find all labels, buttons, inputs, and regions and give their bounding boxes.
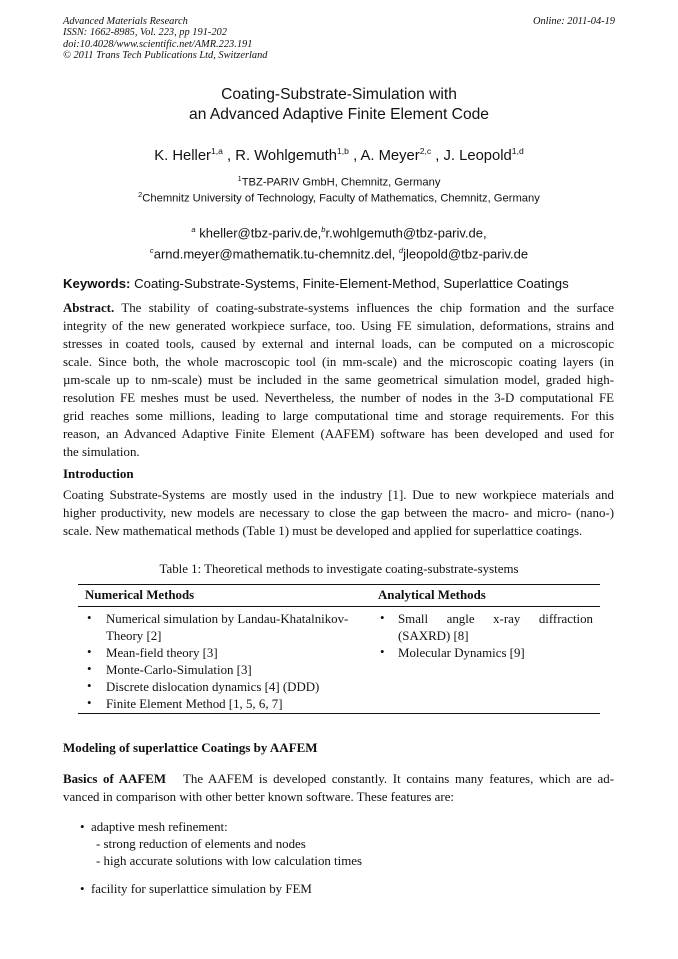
introduction-line: Coating Substrate-Systems are mostly used in the industry [1]. Due to new workpiece materials and [63, 488, 614, 502]
introduction-line: higher productivity, new models are necessary to close the gap between the macro- and micro- (nano-) [63, 506, 614, 520]
abstract-line [63, 299, 614, 317]
list-item-label: facility for superlattice simulation by FEM [90, 882, 312, 896]
abstract-line: resolution FE meshes must be used. Nevertheless, the number of nodes in the 3-D computational FE [63, 391, 614, 405]
author-sup: 1,b [337, 146, 349, 156]
table-header-rule [78, 606, 600, 607]
table-cell-analytical: (SAXRD) [8] [398, 629, 469, 643]
title-line-2: an Advanced Adaptive Finite Element Code [189, 105, 489, 123]
bullet-icon: • [87, 696, 92, 710]
email-sup: b [321, 225, 326, 234]
table-cell-analytical: Small angle x-ray diffraction [398, 612, 593, 626]
email-block [0, 221, 678, 264]
introduction-text [63, 486, 614, 540]
abstract-line: integrity of the new generated workpiece surface, too. Using FE simulation, deformations, strains and [63, 319, 614, 333]
author-sup: 1,d [511, 146, 524, 156]
list-item [80, 881, 362, 898]
keywords-label: Keywords: [63, 276, 131, 291]
copyright-line: © 2011 Trans Tech Publications Ltd, Switzerland [63, 50, 268, 62]
basics-line: vanced in comparison with other better known software. These features are: [63, 790, 454, 804]
title-line-1: Coating-Substrate-Simulation with [221, 86, 457, 103]
table-cell-numerical: Mean-field theory [3] [106, 646, 218, 660]
abstract-text: The stability of coating-substrate-systems influences the chip formation and the surface [121, 301, 614, 315]
bullet-icon: • [87, 679, 92, 693]
email-sup: a [191, 225, 196, 234]
affiliation-text: Chemnitz University of Technology, Faculty of Mathematics, Chemnitz, Germany [142, 192, 540, 205]
table-header-numerical: Numerical Methods [85, 588, 195, 602]
journal-header [63, 16, 267, 62]
author-sup: 1,a [210, 146, 223, 156]
bullet-icon: • [380, 611, 385, 625]
table-cell-numerical: Theory [2] [106, 629, 162, 643]
abstract-line: grid reaches some millions, leading to large computational time and storage requirements. For this [63, 409, 614, 423]
email-line-1 [0, 221, 678, 242]
abstract-line: reason, an Advanced Adaptive Finite Element (AAFEM) software has been developed and used for [63, 427, 614, 441]
email-c: arnd.meyer@mathematik.tu-chemnitz.del, [153, 246, 396, 262]
bullet-icon: • [87, 662, 92, 676]
table-cell-numerical: Finite Element Method [1, 5, 6, 7] [106, 697, 283, 711]
author-name: R. Wohlgemuth [235, 147, 337, 164]
abstract-line: µm-scale up to nm-scale) must be included in the same geometrical simulation model, graded high- [63, 373, 614, 387]
keywords-text: Coating-Substrate-Systems, Finite-Element-Method, Superlattice Coatings [134, 276, 569, 291]
author-sup: 2,c [419, 146, 432, 156]
table-cell-numerical: Monte-Carlo-Simulation [3] [106, 663, 252, 677]
email-sup: d [398, 246, 404, 256]
author-name: J. Leopold [443, 147, 512, 164]
introduction-line: scale. New mathematical methods (Table 1) must be developed and applied for superlattice coatings. [63, 524, 583, 538]
table-bottom-rule [78, 713, 600, 714]
abstract-line: scale. Since both, the whole macroscopic tool (in mm-scale) and the microscopic coating layers (in [63, 355, 614, 369]
abstract [63, 299, 614, 461]
table-cell-numerical: Numerical simulation by Landau-Khatalnikov- [106, 612, 349, 626]
basics-text: The AAFEM is developed constantly. It contains many features, which are ad- [183, 772, 614, 786]
introduction-heading: Introduction [63, 466, 134, 481]
basics-paragraph [63, 770, 614, 806]
author-name: K. Heller [154, 147, 211, 164]
author-name: A. Meyer [360, 147, 420, 164]
bullet-icon: • [80, 820, 85, 834]
feature-list [80, 819, 362, 898]
email-a: kheller@tbz-pariv.de, [199, 225, 322, 241]
author-list: K. Heller$^{1,a}$ , R. Wohlgemuth$^{1,b}$ , A. Meyer$^{2,c}$ , J. Leopold$^{1,d}$ [154, 146, 524, 164]
issn-line: ISSN: 1662-8985, Vol. 223, pp 191-202 [63, 27, 227, 39]
table-cell-analytical: Molecular Dynamics [9] [398, 646, 525, 660]
affiliation-text: TBZ-PARIV GmbH, Chemnitz, Germany [241, 176, 441, 189]
bullet-icon: • [380, 645, 385, 659]
affiliation-2 [0, 190, 678, 205]
abstract-label: Abstract. [63, 301, 115, 315]
email-d: jleopold@tbz-pariv.de [403, 246, 529, 262]
online-date: Online: 2011-04-19 [532, 16, 615, 27]
list-sub-item: - strong reduction of elements and nodes [96, 837, 306, 851]
email-line-2 [0, 242, 678, 263]
abstract-line: the simulation. [63, 445, 140, 459]
table-cell-numerical: Discrete dislocation dynamics [4] (DDD) [106, 680, 320, 694]
list-item-label: adaptive mesh refinement: [90, 820, 228, 834]
affiliation-number: 2 [138, 190, 143, 199]
journal-name: Advanced Materials Research [63, 16, 188, 27]
list-sub-item: - high accurate solutions with low calculation times [96, 854, 362, 868]
bullet-icon: • [87, 645, 92, 659]
table-top-rule [78, 584, 600, 585]
affiliation-number: 1 [237, 174, 242, 183]
list-spacer [80, 870, 362, 881]
abstract-line: stresses in coated tools, caused by external and internal loads, can be computed on a microscopic [63, 337, 614, 351]
affiliation-1 [0, 174, 678, 189]
email-sup: c [149, 246, 154, 256]
list-item [80, 819, 362, 836]
paper-title [0, 85, 678, 124]
basics-line [63, 770, 614, 788]
table-caption: Table 1: Theoretical methods to investigate coating-substrate-systems [159, 562, 519, 576]
bullet-icon: • [80, 882, 85, 896]
keywords [63, 276, 569, 291]
email-b: r.wohlgemuth@tbz-pariv.de, [325, 225, 487, 241]
bullet-icon: • [87, 611, 92, 625]
table-header-analytical: Analytical Methods [378, 588, 486, 602]
doi-line: doi:10.4028/www.scientific.net/AMR.223.191 [63, 38, 253, 50]
section-heading: Modeling of superlattice Coatings by AAFEM [63, 740, 318, 755]
basics-heading: Basics of AAFEM [63, 772, 167, 786]
